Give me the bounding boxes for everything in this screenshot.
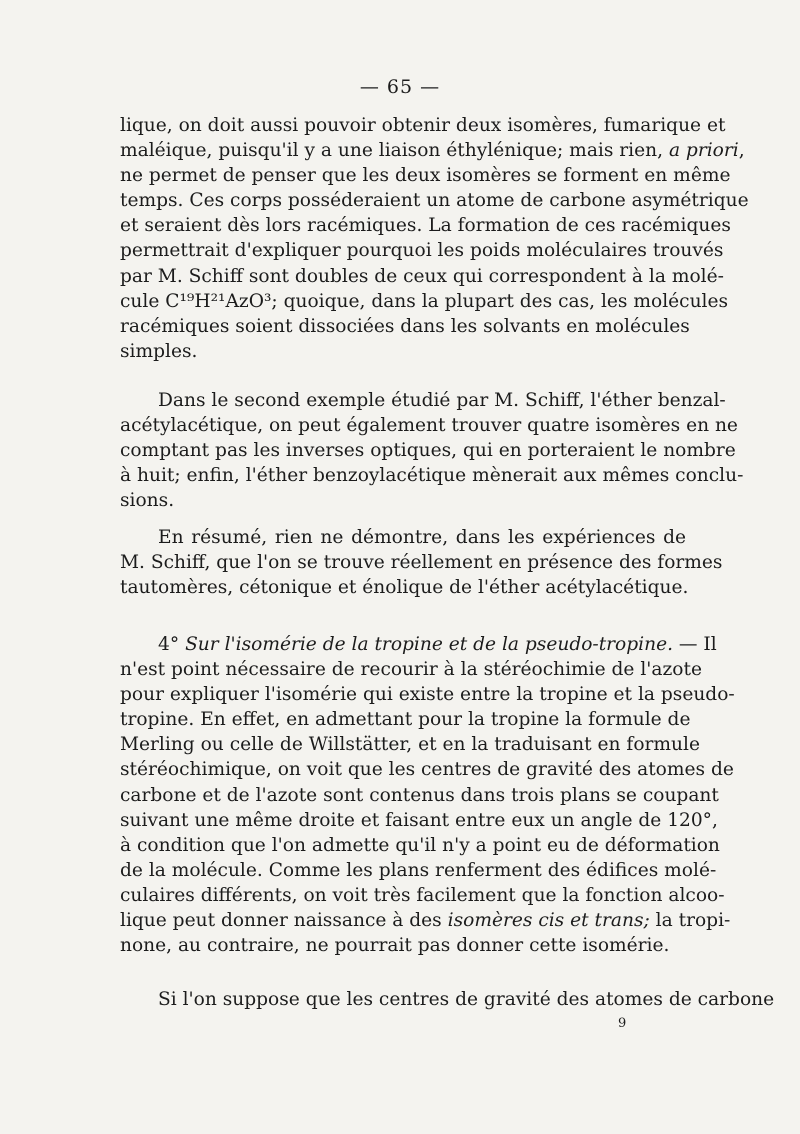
text-line: à huit; enfin, l'éther benzoylacétique mènerait aux mêmes conclu- (120, 465, 744, 487)
text-line: Dans le second exemple étudié par M. Schiff, l'éther benzal- (158, 390, 726, 411)
italic-term: isomères cis et trans; (447, 910, 650, 932)
section-heading-line (120, 632, 717, 657)
paragraph-4 (120, 632, 735, 958)
text-line: culaires différents, on voit très facilement que la fonction alcoo- (120, 884, 725, 906)
text-line: maléique, puisqu'il y a une liaison éthylénique; mais rien, a priori, (120, 140, 745, 162)
heading-dash: — Il (678, 634, 717, 655)
signature-mark: 9 (618, 1016, 627, 1031)
text-line: de la molécule. Comme les plans renferment des édifices molé- (120, 859, 717, 881)
text-line: none, au contraire, ne pourrait pas donner cette isomérie. (120, 935, 670, 957)
paragraph-2 (120, 388, 744, 513)
text-line: M. Schiff, que l'on se trouve réellement en présence des formes (120, 552, 723, 574)
text-line: par M. Schiff sont doubles de ceux qui correspondent à la molé- (120, 265, 724, 287)
text-line: Merling ou celle de Willstätter, et en la traduisant en formule (120, 734, 700, 756)
text-line: à condition que l'on admette qu'il n'y a point eu de déformation (120, 834, 720, 856)
text-line: cule C¹⁹H²¹AzO³; quoique, dans la plupart des cas, les molécules (120, 290, 729, 312)
paragraph-5 (120, 987, 775, 1012)
paragraph-3 (120, 525, 723, 600)
paragraph-1 (120, 113, 749, 364)
text-line: lique peut donner naissance à des isomères cis et trans; la tropi- (120, 910, 731, 932)
page-number: — 65 — (359, 76, 441, 98)
text-line: lique, on doit aussi pouvoir obtenir deux isomères, fumarique et (120, 115, 726, 136)
text-line: tropine. En effet, en admettant pour la tropine la formule de (120, 709, 691, 731)
text-line: stéréochimique, on voit que les centres de gravité des atomes de (120, 759, 734, 781)
text-line: simples. (120, 340, 198, 362)
text-line: sions. (120, 490, 175, 512)
text-line: racémiques soient dissociées dans les solvants en molécules (120, 315, 690, 337)
text-line: temps. Ces corps posséderaient un atome de carbone asymétrique (120, 190, 749, 212)
text-line: ne permet de penser que les deux isomères se forment en même (120, 165, 731, 187)
text-line: carbone et de l'azote sont contenus dans trois plans se coupant (120, 784, 719, 806)
text-line: n'est point nécessaire de recourir à la stéréochimie de l'azote (120, 659, 702, 681)
text-line: et seraient dès lors racémiques. La formation de ces racémiques (120, 215, 731, 237)
text-line: Si l'on suppose que les centres de gravité des atomes de carbone (158, 989, 775, 1010)
text-line: En résumé, rien ne démontre, dans les expériences de (158, 527, 686, 548)
text-line: pour expliquer l'isomérie qui existe entre la tropine et la pseudo- (120, 684, 735, 706)
text-line: permettrait d'expliquer pourquoi les poids moléculaires trouvés (120, 240, 724, 262)
text-line: acétylacétique, on peut également trouver quatre isomères en ne (120, 415, 738, 437)
text-line: suivant une même droite et faisant entre eux un angle de 120°, (120, 809, 718, 831)
text-line: tautomères, cétonique et énolique de l'éther acétylacétique. (120, 577, 689, 599)
text-line: comptant pas les inverses optiques, qui en porteraient le nombre (120, 440, 736, 462)
section-title: Sur l'isomérie de la tropine et de la pseudo-tropine. (185, 634, 673, 655)
section-number: 4° (158, 634, 180, 655)
